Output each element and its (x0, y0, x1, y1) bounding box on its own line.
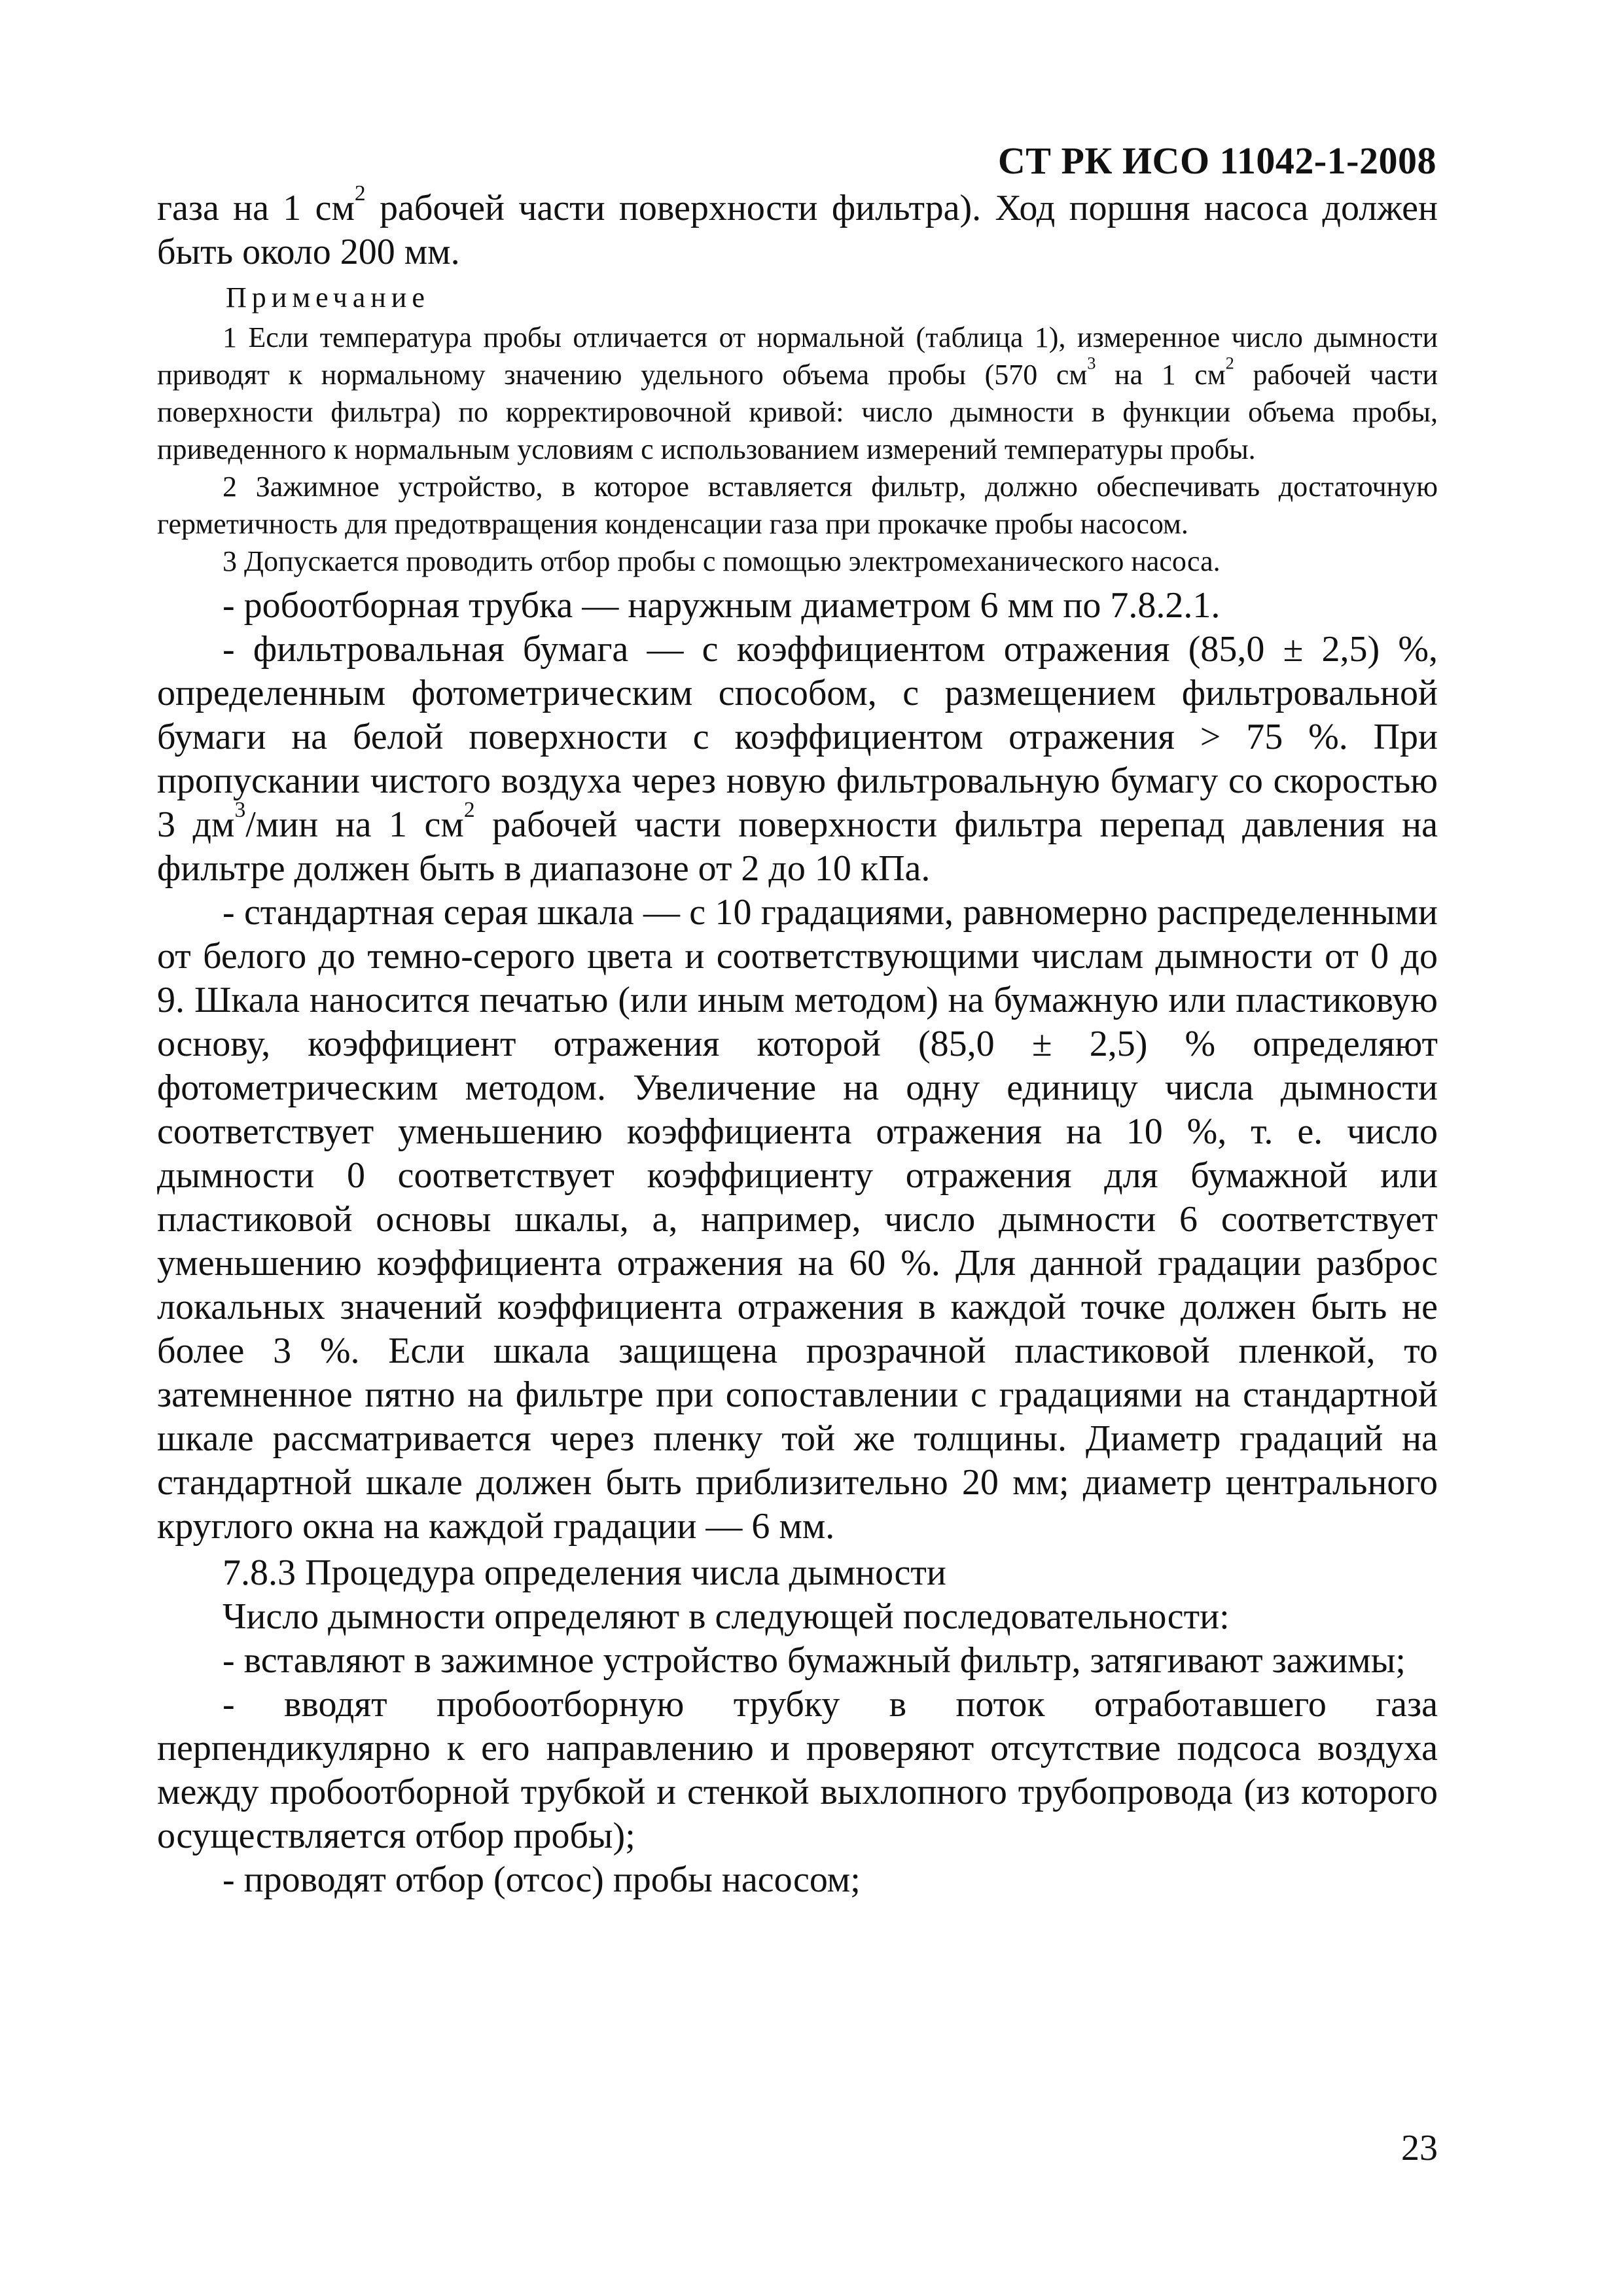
note-1-text-1: 1 Если температура пробы отличается от нормальной (таблица 1), измеренное число дымности приводят к нормальному значению удельного объема пробы (570 см (157, 321, 1438, 391)
note-label: Примечание (226, 281, 430, 314)
note-3: 3 Допускается проводить отбор пробы с помощью электромеханического насоса. (223, 545, 1221, 577)
step-sample-pump: - проводят отбор (отсос) пробы насосом; (223, 1859, 861, 1900)
note-1-text-3: рабочей части поверхности фильтра) по корректировочной кривой: число дымности в функции объема пробы, приведенного к нормальным условиям с использованием измерений температуры пробы. (157, 359, 1438, 465)
note-2: 2 Зажимное устройство, в которое вставляется фильтр, должно обеспечивать достаточную герметичность для предотвращения конденсации газа при прокачке пробы насосом. (157, 471, 1438, 540)
item-filter-paper (157, 628, 1438, 891)
filter-paper-sup-1: 3 (234, 797, 246, 822)
document-code: СТ РК ИСО 11042-1-2008 (997, 139, 1436, 182)
filter-paper-sup-2: 2 (463, 797, 475, 822)
step-insert-filter: - вставляют в зажимное устройство бумажный фильтр, затягивают зажимы; (223, 1640, 1406, 1681)
note-1-text-2: на 1 см (1096, 359, 1226, 391)
item-grey-scale: - стандартная серая шкала — с 10 градациями, равномерно распределенными от белого до темно-серого цвета и соответствующими числам дымности от 0 до 9. Шкала наносится печатью (или иным методом) на бумажную или пластиковую основу, коэффициент отражения которой (85,0 ± 2,5) % определяют фотометрическим методом. Увеличение на одну единицу числа дымности соответствует уменьшению коэффициента отражения на 10 %, т. е. число дымности 0 соответствует коэффициенту отражения для бумажной или пластиковой основы шкалы, а, например, число дымности 6 соответствует уменьшению коэффициента отражения на 60 %. Для данной градации разброс локальных значений коэффициента отражения в каждой точке должен быть не более 3 %. Если шкала защищена прозрачной пластиковой пленкой, то затемненное пятно на фильтре при сопоставлении с градациями на стандартной шкале рассматривается через пленку той же толщины. Диаметр градаций на стандартной шкале должен быть приблизительно 20 мм; диаметр центрального круглого окна на каждой градации — 6 мм. (157, 892, 1438, 1547)
item-sampling-tube: - робоотборная трубка — наружным диаметром 6 мм по 7.8.2.1. (223, 585, 1221, 626)
step-insert-probe: - вводят пробоотборную трубку в поток отработавшего газа перпендикулярно к его направлению и проверяют отсутствие подсоса воздуха между пробоотборной трубкой и стенкой выхлопного трубопровода (из которого осуществляется отбор пробы); (157, 1684, 1438, 1856)
filter-paper-text-3: рабочей части поверхности фильтра перепад давления на фильтре должен быть в диапазоне от 2 до 10 кПа. (157, 804, 1438, 889)
intro-paragraph (157, 181, 1438, 274)
page-content (157, 181, 1438, 1902)
filter-paper-text-2: /мин на 1 см (245, 804, 464, 845)
section-heading: 7.8.3 Процедура определения числа дымности (223, 1552, 946, 1593)
filter-paper-text-1: - фильтровальная бумага — с коэффициентом отражения (85,0 ± 2,5) %, определенным фотометрическим способом, с размещением фильтровальной бумаги на белой поверхности с коэффициентом отражения > 75 %. При пропускании чистого воздуха через новую фильтровальную бумагу со скоростью 3 дм (157, 629, 1438, 845)
intro-sup-1: 2 (354, 181, 366, 206)
note-1 (157, 319, 1438, 468)
intro-text-2: рабочей части поверхности фильтра). Ход поршня насоса должен быть около 200 мм. (157, 188, 1438, 272)
note-1-sup-2: 2 (1225, 353, 1234, 373)
section-intro: Число дымности определяют в следующей последовательности: (223, 1596, 1230, 1637)
intro-text-1: газа на 1 см (157, 188, 355, 228)
page-number: 23 (1401, 2128, 1438, 2168)
note-1-sup-1: 3 (1087, 353, 1096, 373)
note-block (157, 319, 1438, 580)
